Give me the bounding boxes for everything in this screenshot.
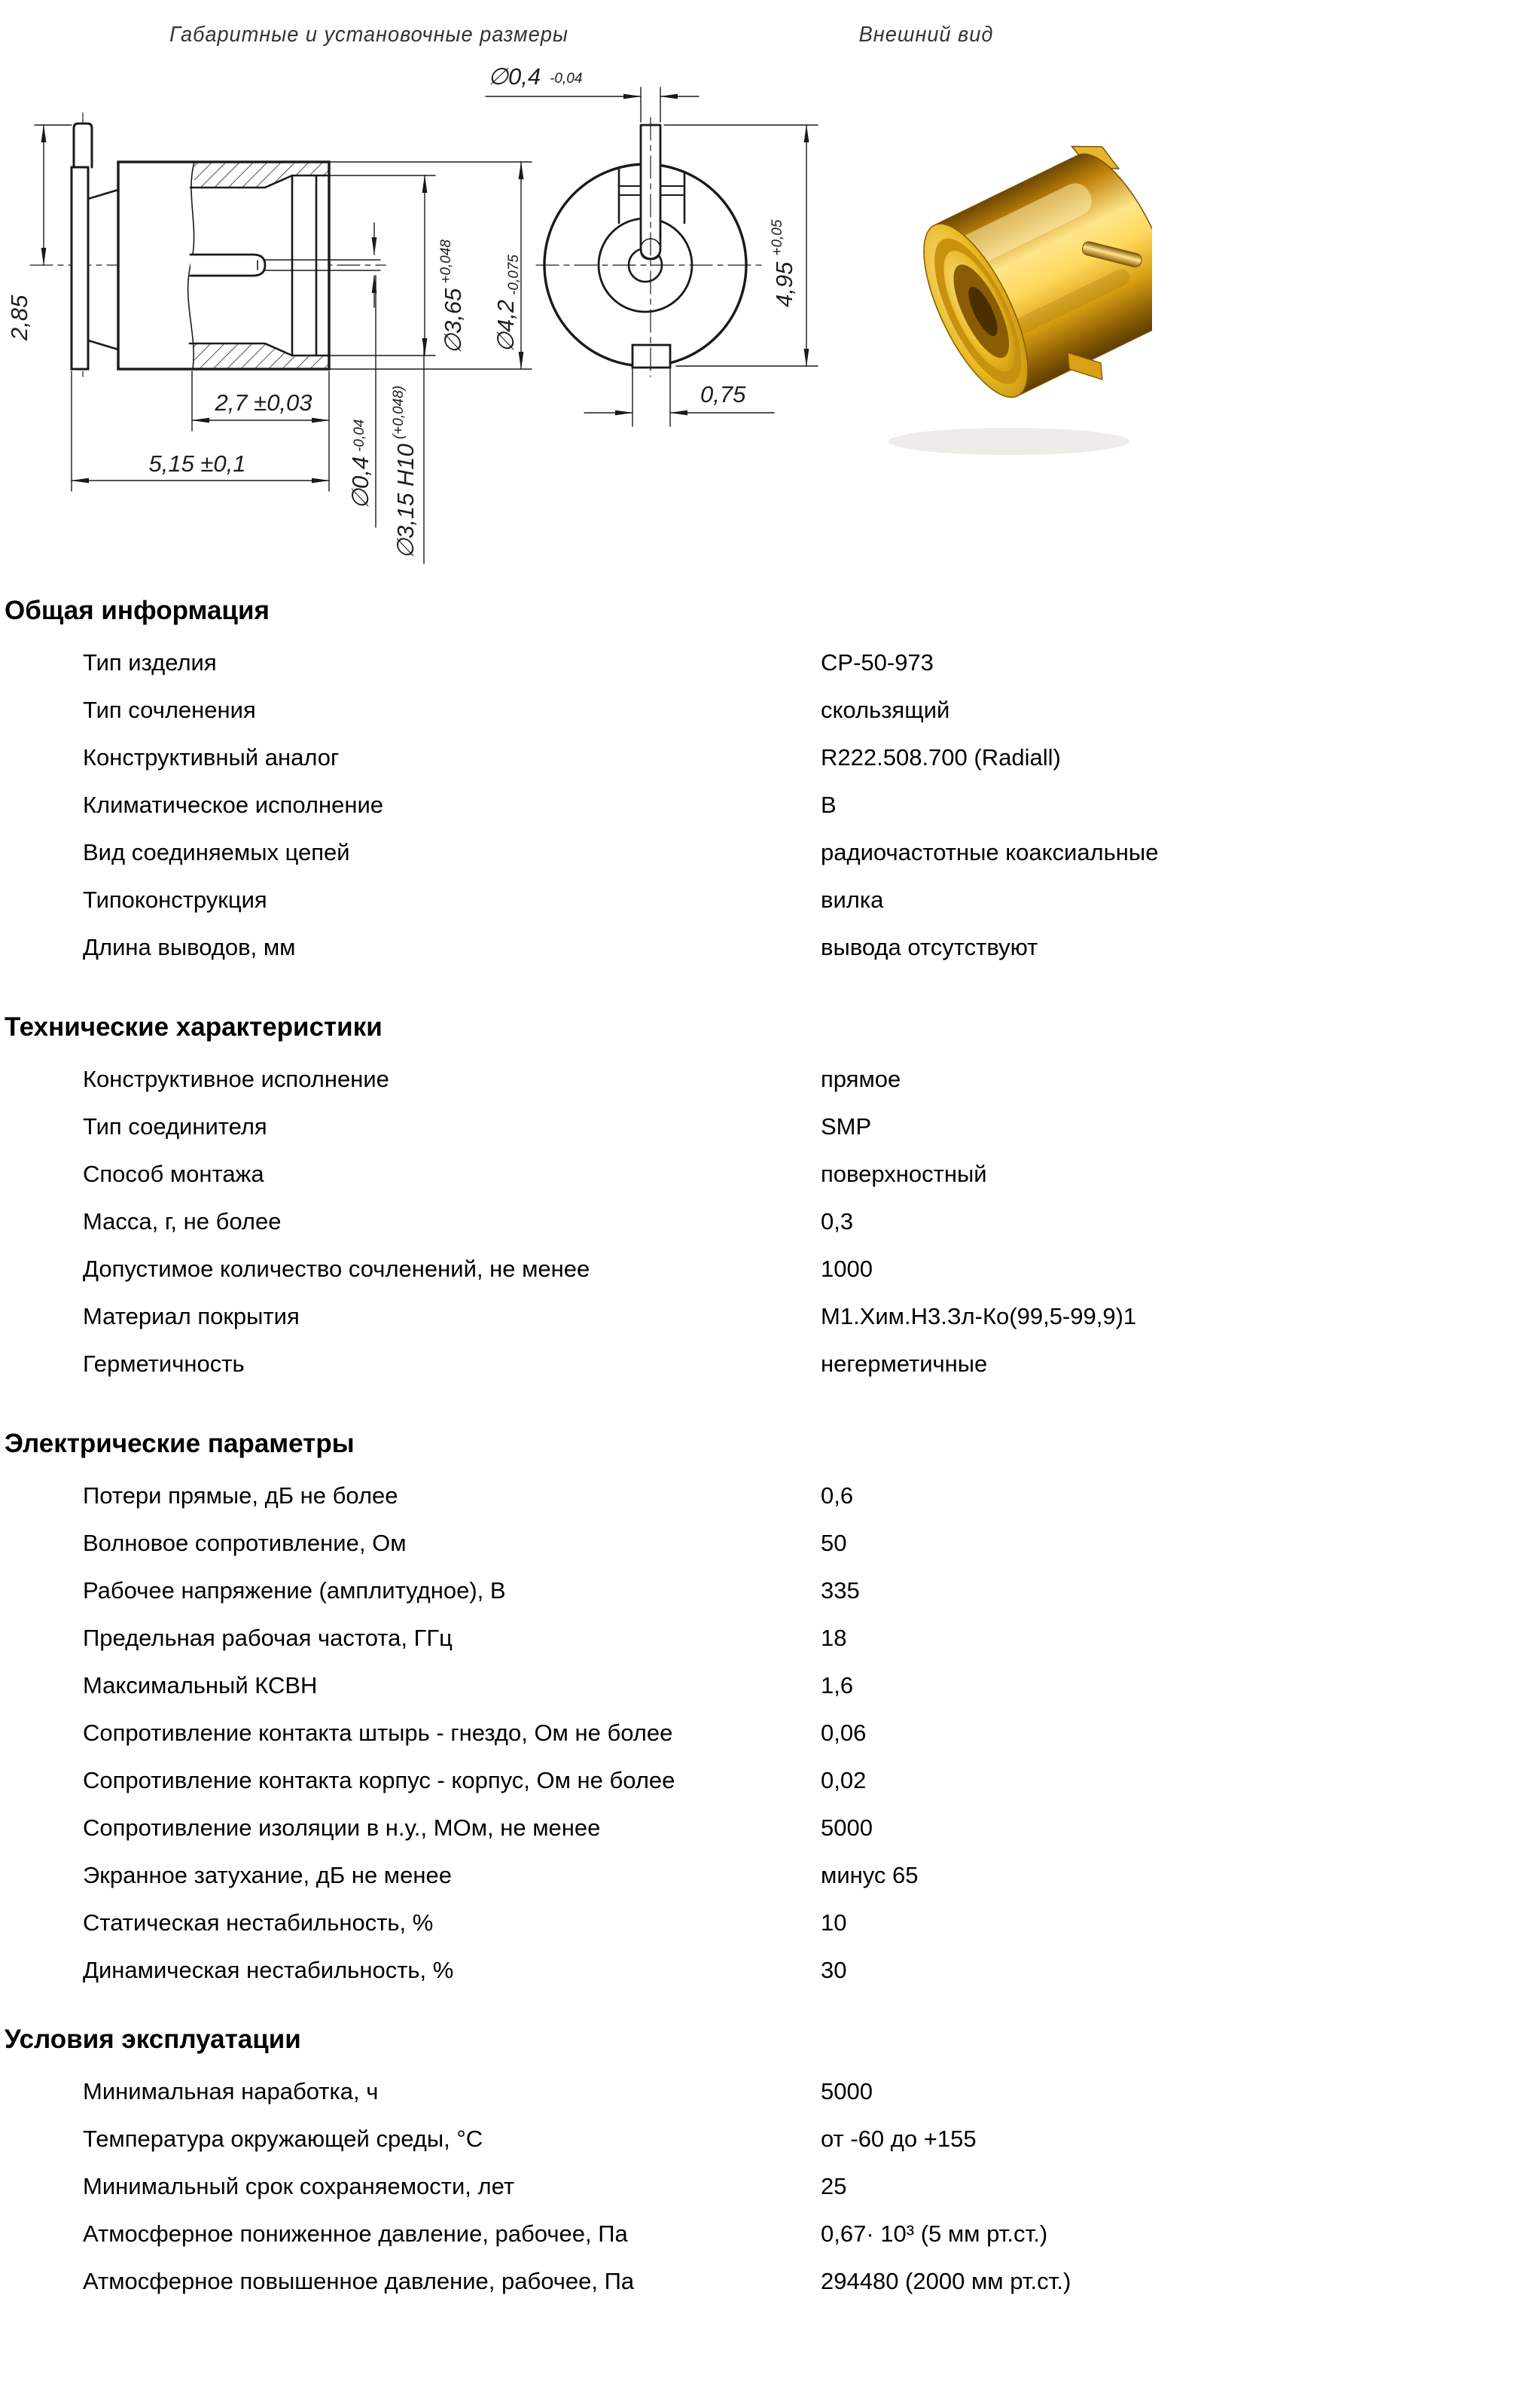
spec-value: 1,6 (821, 1672, 854, 1698)
spec-value: СР-50-973 (821, 649, 934, 676)
spec-label: Вид соединяемых цепей (83, 839, 350, 865)
dim-4-95: $4,95^{+0,05}$ (770, 219, 797, 307)
section-title: Общая информация (5, 596, 270, 625)
spec-label: Сопротивление контакта штырь - гнездо, Ом не более (83, 1720, 673, 1746)
spec-row (0, 1671, 1506, 1701)
spec-row (0, 2124, 1506, 2154)
spec-label: Потери прямые, дБ не более (83, 1482, 398, 1509)
spec-value: 0,3 (821, 1208, 854, 1235)
spec-label: Типоконструкция (83, 887, 267, 913)
spec-label: Допустимое количество сочленений, не менее (83, 1256, 590, 1282)
spec-row (0, 1528, 1506, 1558)
spec-value: негерметичные (821, 1350, 988, 1377)
spec-label: Предельная рабочая частота, ГГц (83, 1625, 453, 1651)
spec-value: 30 (821, 1957, 847, 1983)
spec-label: Длина выводов, мм (83, 934, 296, 960)
technical-drawing (0, 0, 836, 572)
spec-value: 294480 (2000 мм рт.ст.) (821, 2268, 1071, 2294)
spec-row (0, 1112, 1506, 1142)
spec-value: 10 (821, 1909, 847, 1936)
spec-label: Максимальный КСВН (83, 1672, 318, 1698)
spec-row (0, 1955, 1506, 1985)
connector-body (898, 134, 1152, 411)
spec-label: Температура окружающей среды, °С (83, 2126, 483, 2152)
spec-value: 25 (821, 2173, 847, 2199)
photo-title: Внешний вид (858, 23, 994, 47)
dim-2-7: 2,7 ±0,03 (215, 389, 312, 416)
spec-value: радиочастотные коаксиальные (821, 839, 1159, 865)
spec-row (0, 1159, 1506, 1189)
spec-row (0, 743, 1506, 773)
spec-row (0, 1623, 1506, 1653)
spec-label: Конструктивный аналог (83, 744, 340, 771)
side-flange (72, 167, 88, 369)
spec-label: Герметичность (83, 1350, 245, 1377)
spec-value: В (821, 792, 837, 818)
spec-label: Экранное затухание, дБ не менее (83, 1862, 452, 1888)
spec-label: Тип изделия (83, 649, 217, 676)
spec-row (0, 838, 1506, 868)
spec-label: Динамическая нестабильность, % (83, 1957, 454, 1983)
spec-sections (0, 572, 1521, 2297)
section-title: Электрические параметры (5, 1429, 355, 1458)
dim-2-85: 2,85 (6, 295, 32, 340)
spec-row (0, 2266, 1506, 2297)
spec-value: 5000 (821, 1814, 873, 1841)
spec-row (0, 885, 1506, 915)
spec-label: Способ монтажа (83, 1161, 264, 1187)
dim-5-15: 5,15 ±0,1 (148, 450, 246, 477)
spec-row (0, 1207, 1506, 1237)
spec-label: Минимальная наработка, ч (83, 2078, 379, 2104)
spec-value: 0,02 (821, 1767, 867, 1793)
spec-label: Материал покрытия (83, 1303, 300, 1329)
drawing-title: Габаритные и установочные размеры (169, 23, 568, 47)
spec-value: вывода отсутствуют (821, 934, 1038, 960)
spec-value: 335 (821, 1577, 860, 1604)
section-2 (0, 980, 1521, 1379)
spec-value: 18 (821, 1625, 847, 1651)
spec-value: М1.Хим.Н3.Зл-Ко(99,5-99,9)1 (821, 1303, 1137, 1329)
spec-label: Тип соединителя (83, 1113, 267, 1140)
spec-row (0, 1766, 1506, 1796)
section-1 (0, 572, 1521, 963)
spec-row (0, 1813, 1506, 1843)
spec-row (0, 648, 1506, 678)
spec-label: Сопротивление изоляции в н.у., МОм, не менее (83, 1814, 601, 1841)
section-title: Условия эксплуатации (5, 2025, 301, 2054)
spec-row (0, 1576, 1506, 1606)
section-3 (0, 1396, 1521, 1985)
side-pin (74, 124, 92, 167)
side-socket-contact (191, 255, 265, 276)
spec-label: Атмосферное пониженное давление, рабочее, Па (83, 2220, 628, 2247)
dim-d3-65: $\emptyset 3,65^{+0,048}$ (438, 240, 466, 354)
spec-value: SMP (821, 1113, 872, 1140)
section-title: Технические характеристики (5, 1012, 383, 1042)
spec-row (0, 2171, 1506, 2202)
spec-value: поверхностный (821, 1161, 987, 1187)
spec-row (0, 932, 1506, 963)
spec-row (0, 1064, 1506, 1094)
front-tab (632, 345, 670, 368)
spec-label: Рабочее напряжение (амплитудное), В (83, 1577, 506, 1604)
dim-d0-4-side: ∅0,4-0,04 (347, 419, 373, 509)
section-4 (0, 2003, 1521, 2297)
spec-row (0, 1718, 1506, 1748)
spec-row (0, 1481, 1506, 1511)
spec-label: Сопротивление контакта корпус - корпус, Ом не более (83, 1767, 675, 1793)
photo-shadow (889, 428, 1129, 455)
spec-value: прямое (821, 1066, 901, 1092)
connector-photo (866, 134, 1152, 465)
spec-row (0, 2219, 1506, 2249)
spec-row (0, 790, 1506, 820)
front-view (486, 87, 818, 426)
spec-value: 5000 (821, 2078, 873, 2104)
dim-d3-15: ∅3,15 $H10^{(+0,048)}$ (391, 385, 419, 559)
spec-row (0, 1302, 1506, 1332)
spec-row (0, 1860, 1506, 1891)
spec-value: 0,06 (821, 1720, 867, 1746)
spec-row (0, 1254, 1506, 1284)
dim-d0-4-front: ∅0,4 -0,04 (488, 63, 583, 90)
spec-row (0, 2077, 1506, 2107)
spec-row (0, 695, 1506, 725)
spec-value: 50 (821, 1530, 847, 1556)
spec-value: 0,67· 10³ (5 мм рт.ст.) (821, 2220, 1048, 2247)
spec-value: от -60 до +155 (821, 2126, 977, 2152)
spec-value: 0,6 (821, 1482, 854, 1509)
spec-value: скользящий (821, 697, 950, 723)
spec-value: 1000 (821, 1256, 873, 1282)
spec-label: Масса, г, не более (83, 1208, 282, 1235)
spec-label: Статическая нестабильность, % (83, 1909, 434, 1936)
spec-label: Конструктивное исполнение (83, 1066, 389, 1092)
spec-label: Климатическое исполнение (83, 792, 384, 818)
spec-label: Тип сочленения (83, 697, 256, 723)
drawings-area (0, 0, 1521, 572)
spec-label: Атмосферное повышенное давление, рабочее, Па (83, 2268, 635, 2294)
dim-d4-2: ∅4,2-0,075 (492, 255, 522, 353)
spec-value: R222.508.700 (Radiall) (821, 744, 1061, 771)
spec-row (0, 1349, 1506, 1379)
spec-value: вилка (821, 887, 884, 913)
spec-value: минус 65 (821, 1862, 919, 1888)
spec-row (0, 1908, 1506, 1938)
spec-label: Минимальный срок сохраняемости, лет (83, 2173, 515, 2199)
dim-0-75: 0,75 (700, 381, 746, 407)
spec-label: Волновое сопротивление, Ом (83, 1530, 407, 1556)
